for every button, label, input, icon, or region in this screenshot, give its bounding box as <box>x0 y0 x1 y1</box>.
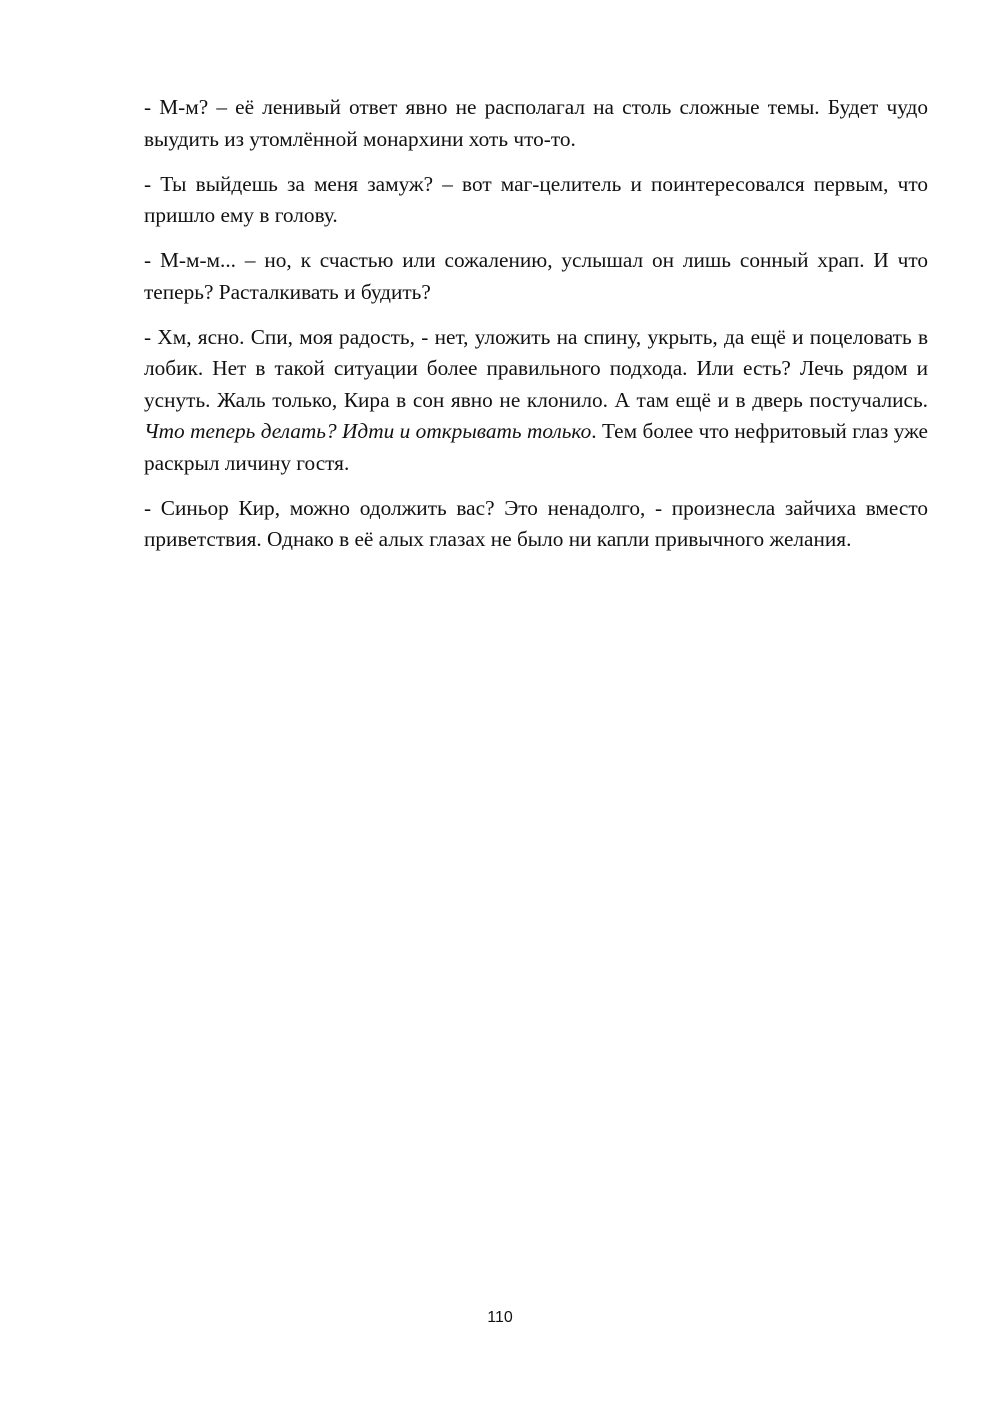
paragraph-5: - Синьор Кир, можно одолжить вас? Это ненадолго, - произнесла зайчиха вместо приветствия. Однако в её алых глазах не было ни капли привычного желания. <box>144 495 928 551</box>
paragraph-1: - М-м? – её ленивый ответ явно не располагал на столь сложные темы. Будет чудо выудить из утомлённой монархини хоть что-то. <box>144 95 928 151</box>
paragraph-2: - Ты выйдешь за меня замуж? – вот маг-целитель и поинтересовался первым, что пришло ему в голову. <box>144 171 928 227</box>
paragraph-4-text-before: - Хм, ясно. Спи, моя радость, - нет, уложить на спину, укрыть, да ещё и поцеловать в лобик. Нет в такой ситуации более правильного подхода. Или есть? Лечь рядом и уснуть. Жаль только, Кира в сон явно не клонило. А там ещё и в дверь постучались. <box>144 324 928 412</box>
paragraph-3: - М-м-м... – но, к счастью или сожалению, услышал он лишь сонный храп. И что теперь? Расталкивать и будить? <box>144 248 928 304</box>
text-body <box>144 92 928 569</box>
paragraph-4 <box>144 322 928 480</box>
paragraph-4-italic-thought: Что теперь делать? Идти и открывать только <box>144 419 592 443</box>
paragraph-4-text-after: . Тем более что нефритовый глаз уже раскрыл личину гостя. <box>144 419 928 475</box>
page-number: 110 <box>487 1309 513 1326</box>
